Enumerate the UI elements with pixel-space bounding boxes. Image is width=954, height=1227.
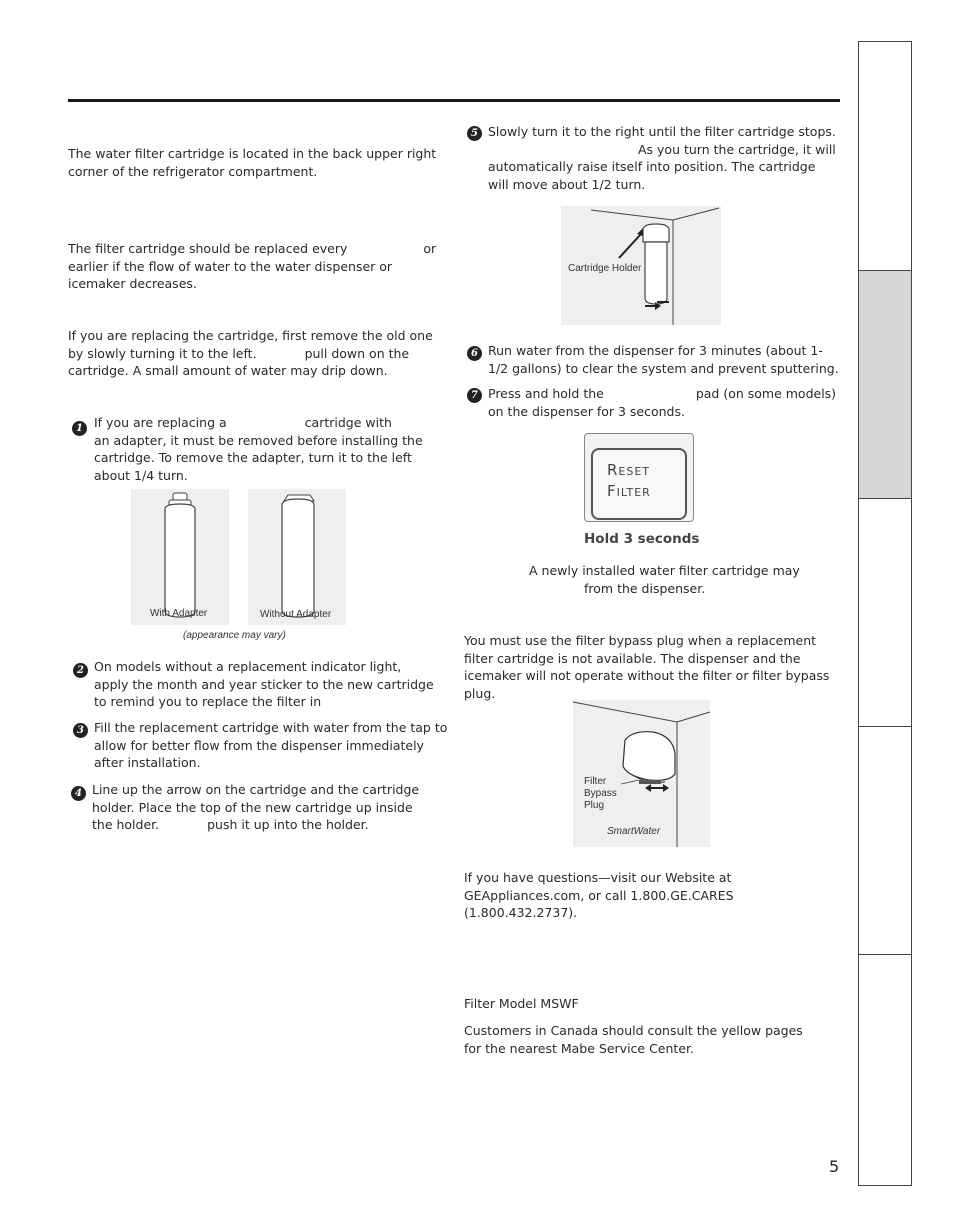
without-adapter-caption: Without Adapter bbox=[260, 609, 332, 620]
cartridge-without-adapter-illustration bbox=[248, 489, 346, 625]
section-tab-5[interactable] bbox=[859, 954, 911, 1186]
bypass-plug-label: Filter Bypass Plug bbox=[584, 776, 617, 811]
questions-paragraph: If you have questions—visit our Website at GEAppliances.com, or call 1.800.GE.CARES (1.800.432.2737). bbox=[464, 870, 734, 920]
new-filter-note-b: from the dispenser. bbox=[584, 580, 706, 596]
step-7-line2: on the dispenser for 3 seconds. bbox=[488, 403, 685, 419]
header-rule bbox=[68, 99, 840, 102]
step-number-3: 3 bbox=[73, 723, 88, 738]
bypass-plug-figure bbox=[573, 700, 710, 847]
replace-text-b: or bbox=[423, 241, 437, 256]
step-3-text: Fill the replacement cartridge with water from the tap to allow for better flow from the dispenser immediately after installation. bbox=[94, 720, 448, 770]
appearance-note: (appearance may vary) bbox=[183, 630, 286, 641]
replace-text-a: The filter cartridge should be replaced every bbox=[68, 241, 348, 256]
page-number: 5 bbox=[829, 1157, 840, 1176]
step-1-text bbox=[94, 414, 424, 484]
hold-seconds-caption: Hold 3 seconds bbox=[584, 531, 700, 547]
cartridge-with-adapter-illustration bbox=[131, 489, 229, 625]
location-paragraph: The water filter cartridge is located in the back upper right corner of the refrigerator compartment. bbox=[68, 146, 437, 179]
step-5-text bbox=[488, 123, 838, 193]
remove-text-c: pull down on the bbox=[304, 345, 410, 361]
step-number-1: 1 bbox=[72, 421, 87, 436]
step-2-text: On models without a replacement indicator light, apply the month and year sticker to the new cartridge to remind you to replace the filter in bbox=[94, 659, 434, 709]
reset-filter-pad[interactable] bbox=[584, 433, 694, 522]
step-7-line1a: Press and hold the bbox=[488, 386, 604, 401]
step-7-text bbox=[488, 385, 840, 420]
section-tab-3[interactable] bbox=[859, 498, 911, 727]
step-4-line3b: push it up into the holder. bbox=[207, 817, 369, 832]
filter-model: Filter Model MSWF bbox=[464, 996, 579, 1011]
step-1-rest: an adapter, it must be removed before installing the cartridge. To remove the adapter, turn it to the left about 1/4 turn. bbox=[94, 432, 423, 483]
step-4-line2: holder. Place the top of the new cartridge up inside bbox=[92, 799, 413, 815]
section-tab-4[interactable] bbox=[859, 726, 911, 955]
step-1-line1a: If you are replacing a bbox=[94, 415, 227, 430]
section-tabs bbox=[858, 41, 912, 1186]
step-5-line2: As you turn the cartridge, it will bbox=[638, 141, 836, 157]
step-7-line1b: pad (on some models) bbox=[695, 386, 837, 401]
reset-label-line1: Reset bbox=[607, 461, 651, 479]
step-1-line1b: cartridge with bbox=[304, 415, 392, 430]
cartridge-holder-figure bbox=[561, 206, 721, 325]
with-adapter-caption: With Adapter bbox=[150, 608, 208, 619]
step-number-7: 7 bbox=[467, 388, 482, 403]
remove-text-a: If you are replacing the cartridge, first remove the old one bbox=[68, 328, 433, 343]
canada-paragraph: Customers in Canada should consult the yellow pages for the nearest Mabe Service Center. bbox=[464, 1023, 803, 1056]
step-4-line1: Line up the arrow on the cartridge and the cartridge bbox=[92, 782, 420, 797]
step-number-4: 4 bbox=[71, 786, 86, 801]
with-adapter-figure bbox=[131, 489, 229, 625]
bypass-paragraph: You must use the filter bypass plug when a replacement filter cartridge is not available. The dispenser and the icemaker will not operate without the filter or filter bypass plug. bbox=[464, 633, 830, 701]
section-tab-1[interactable] bbox=[859, 42, 911, 270]
step-5-line1: Slowly turn it to the right until the filter cartridge stops. bbox=[488, 124, 836, 139]
remove-text-b: by slowly turning it to the left. bbox=[68, 345, 257, 361]
step-number-6: 6 bbox=[467, 346, 482, 361]
step-5-rest: automatically raise itself into position. The cartridge will move about 1/2 turn. bbox=[488, 159, 816, 192]
replace-text-c: earlier if the flow of water to the water dispenser or icemaker decreases. bbox=[68, 258, 393, 291]
new-filter-note bbox=[529, 562, 819, 597]
step-6-text: Run water from the dispenser for 3 minutes (about 1-1/2 gallons) to clear the system and prevent sputtering. bbox=[488, 343, 839, 376]
remove-paragraph bbox=[68, 327, 448, 380]
reset-filter-label bbox=[607, 460, 651, 502]
section-tab-2-active[interactable] bbox=[859, 270, 911, 499]
step-number-2: 2 bbox=[73, 663, 88, 678]
reset-label-line2: Filter bbox=[607, 482, 651, 500]
without-adapter-figure bbox=[248, 489, 346, 625]
step-4-line3a: the holder. bbox=[92, 817, 160, 832]
replace-paragraph bbox=[68, 240, 448, 293]
cartridge-holder-label: Cartridge Holder bbox=[568, 263, 642, 274]
new-filter-note-a: A newly installed water filter cartridge may bbox=[529, 563, 800, 578]
step-4-text bbox=[92, 781, 432, 834]
smartwater-label: SmartWater bbox=[607, 826, 661, 837]
bypass-plug-illustration bbox=[573, 700, 710, 847]
remove-text-d: cartridge. A small amount of water may drip down. bbox=[68, 363, 388, 378]
step-number-5: 5 bbox=[467, 126, 482, 141]
